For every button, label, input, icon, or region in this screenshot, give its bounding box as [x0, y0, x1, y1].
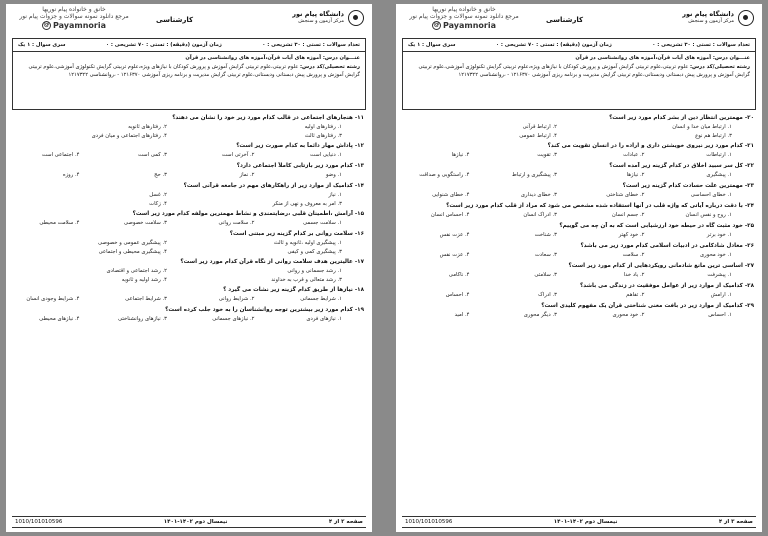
answer-options [404, 271, 754, 280]
exam-term: نیمسال دوم ۱۴۰۲-۱۴۰۱ [553, 519, 618, 525]
answer-options [404, 231, 754, 240]
answer-option: ۴. نیازها [451, 152, 470, 158]
answer-option: ۱. احساس [708, 312, 732, 318]
question-item [404, 202, 754, 220]
answer-options [14, 267, 364, 284]
degree-label: کارشناسی [156, 16, 194, 24]
answer-options [404, 251, 754, 260]
question-item [404, 162, 754, 180]
answer-option: ۱. رشد جسمانی و روانی [287, 268, 342, 274]
answer-option: ۳. شرایط اجتماعی [125, 296, 167, 302]
answer-options [14, 171, 364, 180]
answer-option: ۲. شرایط روانی [218, 296, 255, 302]
university-seal-icon [348, 10, 364, 26]
answer-option: ۲. سلامت [622, 252, 645, 258]
logo-line-1: خانق و خانواده پیام نوریها [432, 6, 496, 13]
answer-option: ۴. اجتماعی است [41, 152, 80, 158]
question-item [14, 230, 364, 256]
answer-option: ۲. جسم انسان [611, 212, 645, 218]
question-text: ۱۲- پاداش مهار دائماً به کدام صورت زیر است؟ [236, 143, 364, 149]
answer-option: ۳. سلامت خصوصی [123, 220, 167, 226]
answer-options [14, 315, 364, 324]
answer-option: ۳. سلامتی [534, 272, 557, 278]
exam-time: زمان آزمون (دقیقه) : تستی : ۷۰ تشریحی : ۰ [105, 42, 222, 48]
answer-option: ۴. پیشگیری محیطی و اجتماعی [98, 248, 167, 255]
exam-time: زمان آزمون (دقیقه) : تستی : ۷۰ تشریحی : ۰ [495, 42, 612, 48]
answer-option: ۳. ادراک انسان [523, 212, 557, 218]
answer-option: ۳. رفتارهای ثالث [304, 132, 342, 139]
university-seal-icon [738, 10, 754, 26]
logo-brand-text: Payamnoria [52, 21, 107, 30]
answer-options [14, 295, 364, 304]
question-text: ۱۸- نیازها از طریق کدام گزینه زیر نشات می گیرد ؟ [223, 287, 364, 293]
course-title-value: آموزه های آیات قرآن،آموزه های روانشناسی در قرآن [185, 55, 322, 61]
answer-option: ۴. سلامت محیطی [39, 220, 80, 226]
answer-option: ۴. رشد اولیه و ثانویه [121, 276, 167, 283]
answer-options [404, 151, 754, 160]
exam-code: 1010/101010596 [15, 519, 63, 525]
university-center: مرکز آزمون و سنجش [688, 18, 734, 24]
answer-option: ۴. عزت نفس [439, 252, 470, 258]
answer-option: ۱. نیاز [328, 192, 342, 198]
answer-option: ۴. زکات [149, 200, 167, 207]
logo-brand [404, 21, 524, 30]
answer-options [14, 123, 364, 140]
answer-option: ۱. دنیایی است [310, 152, 342, 158]
question-text: ۲۲- کل سر سبید اخلاق در کدام گزینه زیر آمده است؟ [609, 163, 754, 169]
page-number: صفحه ۲ از ۴ [328, 519, 363, 525]
answer-option: ۲. تفاهم [626, 292, 645, 298]
university-name: دانشگاه پیام نور [292, 10, 344, 18]
university-block [654, 10, 754, 24]
exam-header-box [12, 38, 366, 110]
answer-option: ۱. پیشگیری اولیه ،ثانویه و ثالث [273, 240, 342, 246]
answer-option: ۴. رفتارهای اجتماعی و میان فردی [91, 132, 167, 139]
question-text: ۱۹- کدام مورد زیر بیشترین توجه روانشناسان را به خود جلب کرده است؟ [165, 307, 364, 313]
question-text: ۱۳- کدام مورد زیر بازتابی کاملاً اجتماعی دارد؟ [236, 163, 364, 169]
page-top-bar [6, 4, 372, 38]
course-title-label: عنـــوان درس: [712, 55, 750, 61]
answer-option: ۳. سعادت [534, 252, 557, 258]
course-field-value: علوم تربیتی،علوم تربیتی گرایش آموزش و پرورش کودکان با نیازهای ویژه،علوم تربیتی گرایش تکنولوژی آموزشی،علوم تربیتی گرایش آموزش و پرورش پیش دبستانی ودبستانی،علوم تربیتی گرایش مدیریت و برنامه ریزی آموزشی ۱۲۱۶۳۷۰ - ،روانشناسی ۱۲۱۷۳۲۲ [418, 64, 750, 78]
question-count: تعداد سوالات : تستی : ۳۰ تشریحی : ۰ [652, 42, 750, 48]
course-title [408, 54, 750, 62]
question-count: تعداد سوالات : تستی : ۳۰ تشریحی : ۰ [262, 42, 360, 48]
question-item [404, 182, 754, 200]
answer-options [404, 191, 754, 200]
question-text: ۲۳- مهمترین علت حسادت کدام گزینه زیر است؟ [622, 183, 754, 189]
answer-option: ۳. رشد متعالی و قرب به خداوند [271, 276, 342, 283]
logo-brand [14, 21, 134, 30]
answer-option: ۴. احساس انسان [430, 212, 470, 218]
answer-option: ۳. نیازهای روانشناختی [118, 316, 167, 322]
answer-options [404, 123, 754, 140]
question-text: ۲۹- کدامیک از موارد زیر در بافت معنی شناختی قرآن یک مفهوم کلیدی است؟ [541, 303, 754, 309]
answer-option: ۴. روزه [62, 172, 80, 178]
exam-page-3 [396, 4, 762, 532]
question-text: ۲۴- با دقت درباره آیاتی که واژه قلب در آنها استفاده شده مشخص می شود که مراد از قلب کدام مورد زیر است؟ [446, 203, 754, 209]
logo-line-2: مرجع دانلود نمونه سوالات و جزوات پیام نور [19, 13, 129, 20]
university-center: مرکز آزمون و سنجش [298, 18, 344, 24]
answer-option: ۴. احساس [445, 292, 470, 298]
question-item [14, 286, 364, 304]
answer-option: ۴. نیازهای محیطی [39, 316, 80, 322]
answer-option: ۴. عزت نفس [439, 232, 470, 238]
course-field-label: رشته تحصیلی/کد درس: [299, 64, 360, 70]
answer-option: ۳. تقویت [537, 152, 557, 158]
question-item [404, 242, 754, 260]
answer-option: ۲. رشد اجتماعی و اقتصادی [106, 268, 167, 274]
university-name: دانشگاه پیام نور [682, 10, 734, 18]
answer-option: ۱. ارامش [710, 292, 732, 298]
answer-option: ۳. امر به معروف و نهی از منکر [272, 200, 342, 207]
answer-options [14, 191, 364, 208]
answer-option: ۲. آخرتی است [221, 152, 255, 158]
question-item [14, 306, 364, 324]
question-item [404, 222, 754, 240]
question-list [14, 114, 364, 326]
answer-option: ۴. امید [454, 312, 470, 318]
answer-option: ۴. شرایط وجودی انسان [26, 296, 80, 302]
payamnoria-logo [404, 6, 524, 36]
answer-option: ۴. ناکامی [448, 272, 470, 278]
exam-meta-row [13, 41, 365, 52]
answer-option: ۳. دیگر محوری [523, 312, 557, 318]
answer-option: ۲. خود کهتر [618, 232, 645, 238]
answer-options [14, 239, 364, 256]
answer-options [404, 171, 754, 180]
logo-line-2: مرجع دانلود نمونه سوالات و جزوات پیام نور [409, 13, 519, 20]
answer-option: ۴. راستگویی و صداقت [419, 172, 470, 178]
question-item [404, 142, 754, 160]
exam-meta-row [403, 41, 755, 52]
exam-term: نیمسال دوم ۱۴۰۲-۱۴۰۱ [163, 519, 228, 525]
question-item [404, 262, 754, 280]
page-footer [12, 516, 366, 528]
logo-line-1: خانق و خانواده پیام نوریها [42, 6, 106, 13]
course-title-label: عنـــوان درس: [322, 55, 360, 61]
answer-option: ۲. سلامت روانی [218, 220, 255, 226]
answer-option: ۳. شناخت [534, 232, 557, 238]
question-text: ۱۵- آرامش ،اطمینان قلبی ،رضایتمندی و نشاط مهمترین مولفه کدام مورد زیر است؟ [132, 211, 364, 217]
question-item [404, 282, 754, 300]
answer-option: ۳. کمی است [137, 152, 167, 158]
degree-label: کارشناسی [546, 16, 584, 24]
course-field [408, 63, 750, 79]
question-text: ۱۴- کدامیک از موارد زیر از راهکارهای مهم در جامعه قرآنی است؟ [183, 183, 364, 189]
question-text: ۱۱- هنجارهای اجتماعی در قالب کدام مورد زیر خود را نشان می دهند؟ [172, 115, 364, 121]
answer-option: ۳. پیشگیری و ارتباط [511, 172, 557, 178]
answer-option: ۳. ارتباط هم نوع [695, 132, 732, 139]
question-item [404, 302, 754, 320]
question-text: ۱۷- عالیترین هدف سلامت روانی از نگاه قرآن کدام مورد زیر است؟ [180, 259, 364, 265]
page-top-bar [396, 4, 762, 38]
logo-brand-text: Payamnoria [442, 21, 497, 30]
answer-option: ۲. نیازهای جسمانی [212, 316, 255, 322]
answer-option: ۲. رفتارهای ثانویه [128, 124, 167, 130]
question-text: ۲۰- مهمترین انتظار دین از بشر کدام مورد زیر است؟ [609, 115, 754, 121]
answer-option: ۳. خطای دیداری [520, 192, 557, 198]
exam-page-2 [6, 4, 372, 532]
course-field-label: رشته تحصیلی/کد درس: [689, 64, 750, 70]
answer-option: ۱. ارتباطات [706, 152, 732, 158]
exam-header-box [402, 38, 756, 110]
question-text: ۲۶- معادل شادکامی در ادبیات اسلامی کدام مورد زیر می باشد؟ [580, 243, 754, 249]
question-text: ۲۵- خود مثبت گاه در حیطه خود ارزشیابی است که به آن چه می گوییم؟ [559, 223, 754, 229]
answer-options [14, 151, 364, 160]
answer-options [404, 211, 754, 220]
answer-option: ۱. خود محوری [700, 252, 732, 258]
course-field-value: علوم تربیتی،علوم تربیتی گرایش آموزش و پرورش کودکان با نیازهای ویژه،علوم تربیتی گرایش تکنولوژی آموزشی،علوم تربیتی گرایش آموزش و پرورش پیش دبستانی ودبستانی،علوم تربیتی گرایش مدیریت و برنامه ریزی آموزشی ۱۲۱۶۳۷۰ - ،روانشناسی ۱۲۱۷۳۲۲ [28, 64, 360, 78]
answer-option: ۱. خود برتر [706, 232, 732, 238]
answer-option: ۱. پیشرفت [707, 272, 732, 278]
question-item [404, 114, 754, 140]
question-item [14, 114, 364, 140]
question-item [14, 210, 364, 228]
page-number: صفحه ۳ از ۴ [718, 519, 753, 525]
answer-option: ۱. پیشگیری [706, 172, 732, 178]
answer-option: ۱. خطای احساسی [690, 192, 732, 198]
question-item [14, 142, 364, 160]
answer-option: ۳. پیشگیری کمی و کیفی [287, 248, 342, 255]
at-icon: @ [433, 21, 440, 28]
question-text: ۲۷- اساسی ترین مانع شادمانی رویکردهایی از کدام مورد زیر است؟ [568, 263, 754, 269]
answer-option: ۲. خطای شناختی [606, 192, 645, 198]
answer-option: ۱. وضو [325, 172, 342, 178]
answer-options [14, 219, 364, 228]
payamnoria-logo [14, 6, 134, 36]
course-title [18, 54, 360, 62]
answer-option: ۲. ارتباط قرآنی [522, 124, 557, 130]
answer-option: ۱. سلامت جسمی [302, 220, 342, 226]
answer-option: ۲. غسل [149, 192, 167, 198]
at-icon: @ [43, 21, 50, 28]
course-field [18, 63, 360, 79]
university-block [264, 10, 364, 24]
question-series: سری سوال : ۱ یک [408, 42, 456, 48]
answer-option: ۱. نیازهای فردی [306, 316, 342, 322]
answer-options [404, 311, 754, 320]
question-list [404, 114, 754, 322]
question-item [14, 182, 364, 208]
answer-option: ۲. پیشگیری عمومی و خصوصی [98, 240, 167, 246]
question-item [14, 258, 364, 284]
page-footer [402, 516, 756, 528]
answer-option: ۲. خود محوری [612, 312, 645, 318]
answer-option: ۱. ارتباط میان خدا و انسان [672, 124, 732, 130]
answer-option: ۱. شرایط جسمانی [300, 296, 342, 302]
answer-option: ۳. حج [154, 172, 167, 178]
answer-option: ۴. خطای شنوایی [432, 192, 470, 198]
answer-option: ۳. ادراک [538, 292, 557, 298]
question-text: ۲۱- کدام مورد زیر نیروی خویشتن داری و اراده را در انسان تقویت می کند؟ [547, 143, 754, 149]
question-item [14, 162, 364, 180]
answer-option: ۲. عبادات [623, 152, 645, 158]
answer-option: ۲. نماز [239, 172, 255, 178]
answer-option: ۲. یاد خدا [623, 272, 645, 278]
question-series: سری سوال : ۱ یک [18, 42, 66, 48]
answer-options [404, 291, 754, 300]
answer-option: ۴. ارتباط عمومی [519, 132, 557, 139]
question-text: ۲۸- کدامیک از موارد زیر از عوامل موفقیت در زندگی می باشد؟ [580, 283, 754, 289]
question-text: ۱۶- سلامت روانی بر کدام گزینه زیر مبتنی است؟ [229, 231, 364, 237]
answer-option: ۱. روح و نفس انسان [685, 212, 732, 218]
exam-code: 1010/101010596 [405, 519, 453, 525]
course-title-value: آموزه های آیات قرآن،آموزه های روانشناسی در قرآن [575, 55, 712, 61]
answer-option: ۲. نیازها [626, 172, 645, 178]
answer-option: ۱. رفتارهای اولیه [304, 124, 342, 130]
